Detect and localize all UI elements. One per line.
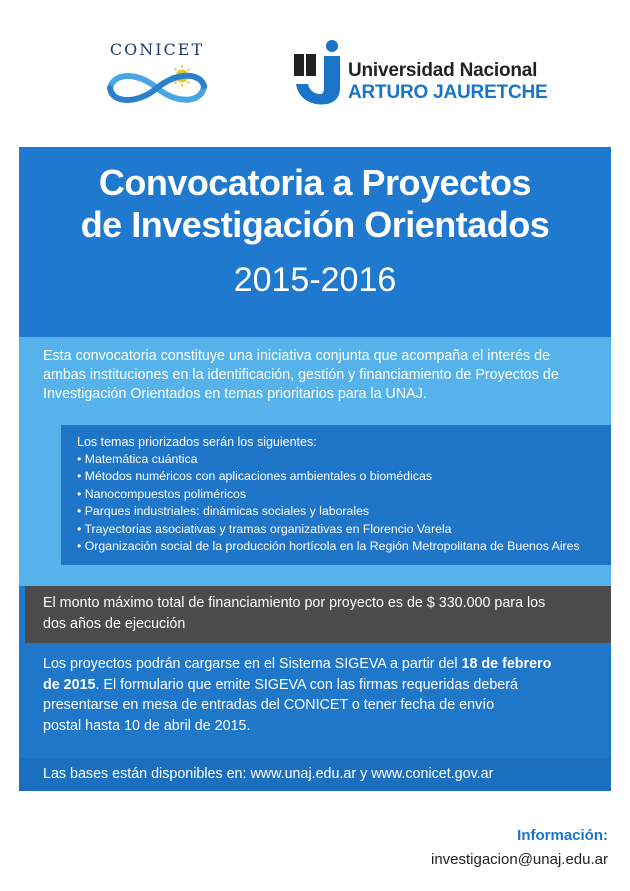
funding-paragraph <box>43 593 603 635</box>
title-line-1: Convocatoria a Proyectos <box>98 162 532 203</box>
funding-accent-bar <box>19 586 25 643</box>
unaj-j-icon <box>294 40 342 106</box>
university-name-line1: Universidad Nacional <box>348 60 538 81</box>
university-name-line2: ARTURO JAURETCHE <box>348 82 548 103</box>
intro-paragraph <box>43 347 603 404</box>
intro-block <box>19 337 611 586</box>
list-item: • Nanocompuestos poliméricos <box>77 486 580 503</box>
submission-block <box>19 643 611 758</box>
list-item: • Matemática cuántica <box>77 451 580 468</box>
list-item: • Trayectorias asociativas y tramas organizativas en Florencio Varela <box>77 521 580 538</box>
title-block <box>19 147 611 337</box>
submission-line-2 <box>43 675 603 696</box>
funding-line-2: dos años de ejecución <box>43 616 186 632</box>
conicet-infinity-icon <box>104 64 210 108</box>
intro-line-3: Investigación Orientados en temas prioritarios para la UNAJ. <box>43 386 427 402</box>
title-line-2: de Investigación Orientados <box>80 204 550 245</box>
bases-text: Las bases están disponibles en: www.unaj.edu.ar y www.conicet.gov.ar <box>43 766 494 782</box>
conicet-logo-block <box>98 40 216 108</box>
submission-line-4: postal hasta 10 de abril de 2015. <box>43 717 251 734</box>
submission-line-2-text: . El formulario que emite SIGEVA con las firmas requeridas deberá <box>95 676 518 693</box>
title-years: 2015-2016 <box>233 261 397 299</box>
list-item: • Organización social de la producción hortícola en la Región Metropolitana de Buenos Aires <box>77 538 580 555</box>
intro-line-1: Esta convocatoria constituye una iniciativa conjunta que acompaña el interés de <box>43 348 551 364</box>
start-year: de 2015 <box>43 676 96 693</box>
unaj-logo-block <box>294 40 564 108</box>
list-item: • Métodos numéricos con aplicaciones ambientales o biomédicas <box>77 468 580 485</box>
info-label: Información: <box>517 827 608 844</box>
bases-block <box>19 758 611 791</box>
submission-line-3: presentarse en mesa de entradas del CONICET o tener fecha de envío <box>43 697 495 713</box>
conicet-wordmark: CONICET <box>109 40 205 59</box>
intro-line-2: ambas instituciones en la identificación, gestión y financiamiento de Proyectos de <box>43 367 559 383</box>
submission-line-1 <box>43 654 603 675</box>
submission-paragraph <box>43 654 603 736</box>
contact-email-link[interactable]: investigacion@unaj.edu.ar <box>430 851 608 868</box>
submission-line-1-text: Los proyectos podrán cargarse en el Sistema SIGEVA a partir del <box>43 656 462 672</box>
list-item: • Parques industriales: dinámicas sociales y laborales <box>77 503 580 520</box>
start-date: 18 de febrero <box>461 656 552 672</box>
topics-heading: Los temas priorizados serán los siguientes: <box>77 435 317 449</box>
topics-list <box>77 451 580 555</box>
topics-box <box>61 425 611 565</box>
funding-block <box>19 586 611 643</box>
funding-line-1: El monto máximo total de financiamiento por proyecto es de $ 330.000 para los <box>43 595 546 611</box>
